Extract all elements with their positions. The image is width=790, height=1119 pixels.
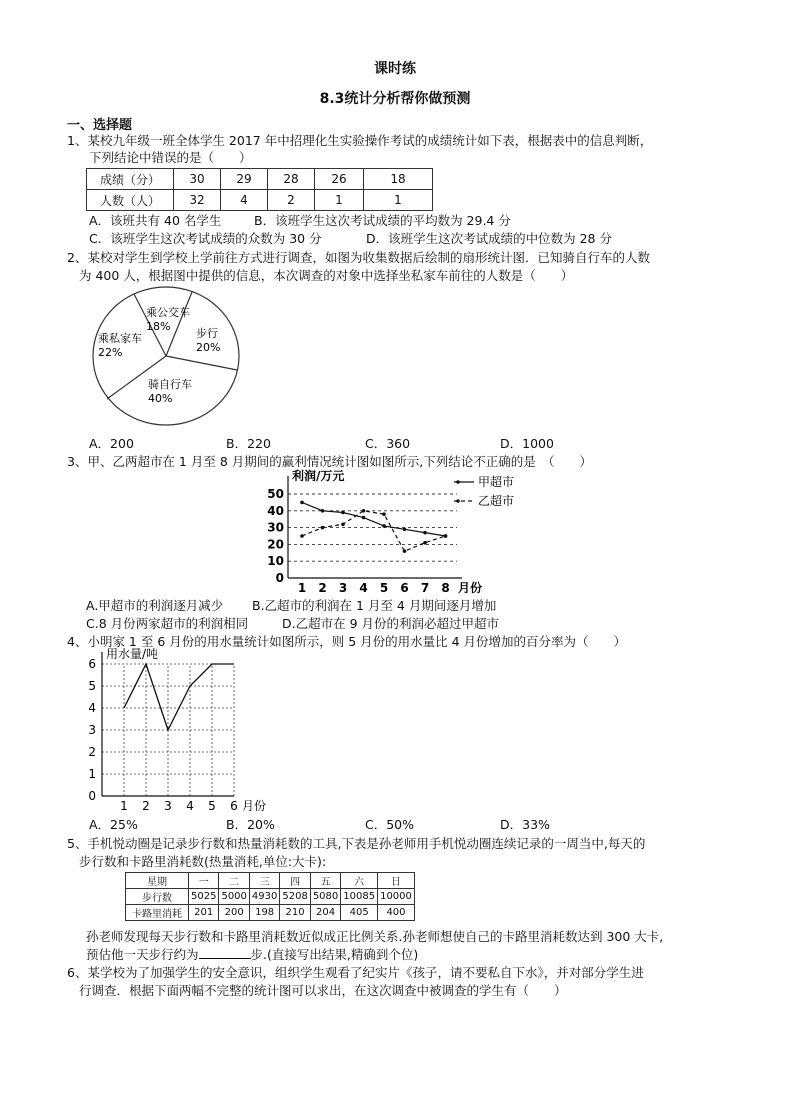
q3-series-point [321,526,325,530]
q5-answer-blank[interactable] [199,946,251,959]
table-cell: 26 [315,169,364,190]
q5-text-line1: 孙老师发现每天步行数和卡路里消耗数近似成正比例关系.孙老师想使自己的卡路里消耗数达到 300 大卡, [86,929,664,944]
table-cell: 10085 [341,889,378,905]
q3-y-tick-label: 30 [267,520,284,535]
q1-stem-line1: 1、某校九年级一班全体学生 2017 年中招理化生实验操作考试的成绩统计如下表，根据表中的信息判断， [67,133,653,148]
q3-series-point [362,509,366,513]
table-cell: 5025 [189,889,219,905]
q4-option-a: A．25% [89,817,138,832]
q2-option-a: A．200 [89,436,134,451]
pie-label-bus: 乘公交车 [146,306,190,319]
pie-label-walk: 步行 [196,327,218,340]
table-cell: 1 [364,190,433,211]
table-cell: 1 [315,190,364,211]
table-cell: 日 [378,873,415,889]
q3-option-b: B.乙超市的利润在 1 月至 4 月期间逐月增加 [252,598,497,613]
q5-text-prefix: 预估他一天步行约为 [86,947,199,962]
q3-series-point [321,509,325,513]
q2-option-b: B．220 [226,436,271,451]
table-cell: 18 [364,169,433,190]
q1-score-table [86,168,433,211]
table-cell: 400 [378,905,415,921]
table-cell: 198 [249,905,279,921]
q4-option-b: B．20% [226,817,275,832]
table-cell: 5080 [310,889,340,905]
q3-y-tick-label: 50 [267,487,284,501]
q3-option-d: D.乙超市在 9 月份的利润必超过甲超市 [282,616,499,631]
q3-x-tick-label: 3 [338,581,348,595]
q3-x-tick-label: 7 [420,581,430,595]
q1-option-c: C．该班学生这次考试成绩的众数为 30 分 [89,231,322,246]
q6-stem-line2: 行调查．根据下面两幅不完整的统计图可以求出，在这次调查中被调查的学生有（ ） [79,983,567,998]
q4-y-tick-label: 0 [88,789,96,803]
table-cell: 四 [280,873,310,889]
q5-stem-line2: 步行数和卡路里消耗数(热量消耗,单位:大卡): [79,854,327,869]
q3-series-point [300,534,304,538]
q3-x-tick-label: 4 [359,581,368,595]
q1-option-d: D．该班学生这次考试成绩的中位数为 28 分 [366,231,612,246]
table-cell: 28 [268,169,315,190]
q4-x-tick-label: 3 [164,799,172,813]
pie-divider-walk-bike [166,356,237,370]
q3-series-point [341,522,345,526]
table-row [126,889,415,905]
q3-x-axis-label: 月份 [458,581,483,595]
table-cell: 405 [341,905,378,921]
q2-option-d: D．1000 [500,436,554,451]
table-cell: 29 [221,169,268,190]
q6-stem-line1: 6、某学校为了加强学生的安全意识，组织学生观看了纪实片《孩子，请不要私自下水》，并对部分学生进 [67,965,644,980]
q4-y-axis-label: 用水量/吨 [106,647,159,661]
q4-option-d: D．33% [500,817,550,832]
q1-option-a: A．该班共有 40 名学生 [89,213,222,228]
table-cell: 二 [219,873,249,889]
q3-series-point [444,534,448,538]
q4-y-tick-label: 4 [88,701,96,715]
pie-label-bike: 骑自行车 [148,378,192,391]
q3-x-tick-label: 5 [379,581,389,595]
table-row [87,169,433,190]
table-cell: 201 [189,905,219,921]
table-cell: 10000 [378,889,415,905]
q3-option-a: A.甲超市的利润逐月减少 [86,598,224,613]
q4-x-tick-label: 6 [230,799,238,813]
q3-line-chart [262,468,532,596]
q2-option-c: C．360 [365,436,411,451]
q3-legend-marker-b [456,499,460,503]
q4-y-tick-label: 6 [88,657,96,671]
q3-y-tick-label: 0 [275,571,284,585]
q3-x-tick-label: 8 [441,581,450,595]
q1-option-b: B．该班学生这次考试成绩的平均数为 29.4 分 [254,213,511,228]
q5-stem-line1: 5、手机悦动圈是记录步行数和热量消耗数的工具,下表是孙老师用手机悦动圈连续记录的一周当中,每天的 [67,836,646,851]
table-cell: 星期 [126,873,189,889]
q4-x-tick-label: 2 [142,799,150,813]
table-cell: 5000 [219,889,249,905]
q3-series-point [382,524,386,528]
q4-y-tick-label: 2 [88,745,96,759]
pie-value-car: 22% [98,346,123,359]
q3-series-line-1 [302,502,446,536]
table-cell: 成绩（分） [87,169,174,190]
q3-y-axis-label: 利润/万元 [292,469,345,483]
q3-y-tick-label: 20 [267,537,284,552]
table-row [126,905,415,921]
table-cell: 200 [219,905,249,921]
q3-series-point [362,516,366,520]
q4-stem: 4、小明家 1 至 6 月份的用水量统计如图所示，则 5 月份的用水量比 4 月份增加的百分率为（ ） [67,634,627,649]
q3-y-tick-label: 10 [267,554,284,569]
table-row [126,873,415,889]
q3-x-tick-label: 2 [318,581,327,595]
q2-pie-chart [88,284,248,430]
q4-x-tick-label: 1 [120,799,128,813]
pie-value-walk: 20% [196,341,221,354]
table-cell: 五 [310,873,340,889]
q3-series-point [382,512,386,516]
q3-series-point [403,527,407,531]
pie-label-car: 乘私家车 [98,332,142,345]
q3-series-point [423,531,427,535]
q5-steps-table [125,872,415,921]
q3-x-tick-label: 6 [400,581,409,595]
q4-x-tick-label: 5 [208,799,216,813]
table-cell: 三 [249,873,279,889]
pie-value-bus: 18% [146,320,171,333]
table-cell: 30 [174,169,221,190]
q3-y-tick-label: 40 [267,503,284,518]
section-heading: 一、选择题 [67,118,133,133]
page-title: 课时练 [374,61,416,77]
q3-legend-label-b: 乙超市 [478,494,515,508]
q1-stem-line2: 下列结论中错误的是（ ） [89,150,252,165]
q4-option-c: C．50% [365,817,415,832]
table-cell: 4930 [249,889,279,905]
table-row [87,190,433,211]
q3-series-point [403,549,407,553]
pie-value-bike: 40% [148,392,173,405]
table-cell: 2 [268,190,315,211]
table-cell: 六 [341,873,378,889]
q4-series-line [124,664,234,730]
q3-series-point [300,501,304,505]
q4-x-tick-label: 4 [186,799,194,813]
q5-text-suffix: 步.(直接写出结果,精确到个位) [250,947,419,962]
q3-option-c: C.8 月份两家超市的利润相同 [86,616,249,631]
q4-x-axis-label: 月份 [242,799,267,813]
table-cell: 步行数 [126,889,189,905]
q4-y-tick-label: 1 [88,767,96,781]
table-cell: 人数（人） [87,190,174,211]
table-cell: 5208 [280,889,310,905]
q2-stem-line1: 2、某校对学生到学校上学前往方式进行调查，如图为收集数据后绘制的扇形统计图．已知骑自行车的人数 [67,250,650,265]
table-cell: 4 [221,190,268,211]
table-cell: 卡路里消耗 [126,905,189,921]
q4-y-tick-label: 3 [88,723,96,737]
q5-text-line2 [86,946,418,963]
q4-line-chart [84,646,284,816]
q3-legend-label-a: 甲超市 [478,475,515,489]
q3-series-line-2 [302,511,446,551]
q3-series-point [423,541,427,545]
q3-x-tick-label: 1 [297,581,307,595]
q2-stem-line2: 为 400 人，根据图中提供的信息，本次调查的对象中选择坐私家车前往的人数是（ ） [79,268,574,283]
q3-legend-marker-a [456,480,460,484]
table-cell: 一 [189,873,219,889]
table-cell: 32 [174,190,221,211]
q3-series-point [341,511,345,515]
q4-y-tick-label: 5 [88,679,96,693]
q3-stem: 3、甲、乙两超市在 1 月至 8 月期间的赢利情况统计图如图所示,下列结论不正确的是 （ ） [67,454,592,469]
table-cell: 204 [310,905,340,921]
page-subtitle: 8.3统计分析帮你做预测 [319,91,471,107]
table-cell: 210 [280,905,310,921]
